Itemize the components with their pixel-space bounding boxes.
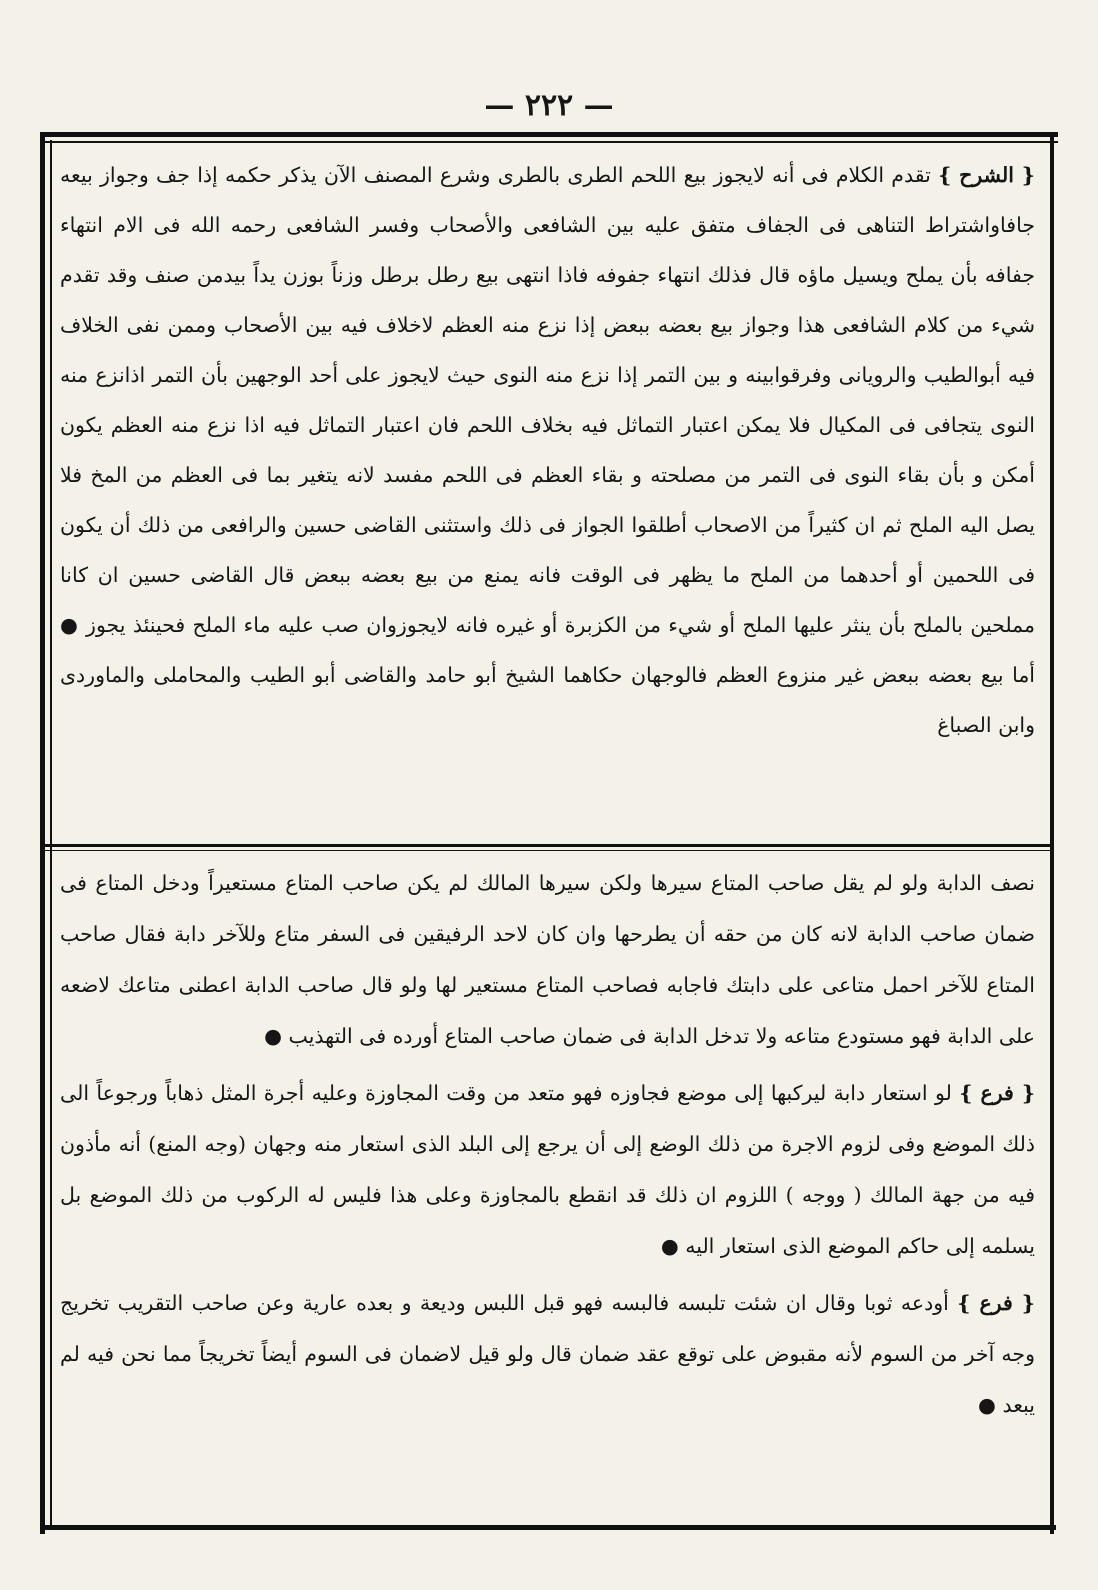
page-number: — ٢٢٢ — — [484, 88, 614, 123]
section-divider-thin — [44, 850, 1054, 851]
notes-intro-paragraph: نصف الدابة ولو لم يقل صاحب المتاع سيرها ولكن سيرها المالك لم يكن صاحب المتاع مستعيراً ودخل المتاع فى ضمان صاحب الدابة لانه كان من حقه أن يطرحها وان كان لاحد الرفيقين فى السفر متاع وللآخر دابة فقال صاحب المتاع للآخر احمل متاعى على دابتك فاجابه فصاحب المتاع مستعير لها ولو قال صاحب الدابة اعطنى متاعك لاضعه على الدابة فهو مستودع متاعه ولا تدخل الدابة فى ضمان صاحب المتاع أورده فى التهذيب ● — [60, 871, 1035, 1048]
notes-section — [60, 858, 1035, 1431]
branch-paragraph-2 — [60, 1278, 1035, 1431]
commentary-paragraph — [60, 150, 1035, 750]
commentary-text: تقدم الكلام فى أنه لايجوز بيع اللحم الطرى بالطرى وشرع المصنف الآن يذكر حكمه إذا جف وجواز بيعه جافاواشتراط التناهى فى الجفاف متفق عليه بين الشافعى والأصحاب وفسر الشافعى رحمه الله فى الام انتهاء جفافه بأن يملح ويسيل ماؤه قال فذلك انتهاء جفوفه فاذا انتهى بيع رطل برطل وزناً بوزن يداً بيدمن صنف وقد تقدم شيء من كلام الشافعى هذا وجواز بيع بعضه ببعض إذا نزع منه العظم لاخلاف فيه بين الأصحاب وممن نفى الخلاف فيه أبوالطيب والرويانى وفرقوابينه و بين التمر إذا نزع منه النوى حيث لايجوز على أحد الوجهين بأن التمر اذانزع منه النوى يتجافى فى المكيال فلا يمكن اعتبار التماثل فيه بخلاف اللحم فان اعتبار التماثل فيه اذا نزع منه العظم يكون أمكن و بأن بقاء النوى فى التمر من مصلحته و بقاء العظم فى اللحم مفسد لانه يتغير بما فى العظم من المخ فلا يصل اليه الملح ثم ان كثيراً من الاصحاب أطلقوا الجواز فى ذلك واستثنى القاضى حسين والرافعى من ذلك أن يكون فى اللحمين أو أحدهما من الملح ما يظهر فى الوقت فانه يمنع من بيع بعضه ببعض قال القاضى حسين ان كانا مملحين بالملح بأن ينثر عليها الملح أو شيء من الكزبرة أو غيره فانه لايجوزوان صب عليه ماء الملح فحينئذ يجوز ● أما بيع بعضه ببعض غير منزوع العظم فالوجهان حكاهما الشيخ أبو حامد والقاضى أبو الطيب والمحاملى والماوردى وابن الصباغ — [60, 163, 1035, 737]
frame-right-rule — [1050, 132, 1054, 1534]
commentary-label: { الشرح } — [938, 163, 1035, 187]
branch-text-2: أودعه ثوبا وقال ان شئت تلبسه فالبسه فهو قبل اللبس وديعة و بعده عارية وعن صاحب التقريب تخريج وجه آخر من السوم لأنه مقبوض على توقع عقد ضمان قال ولو قيل لاضمان فى السوم أيضاً تخريجاً مما نحن فيه لم يبعد ● — [60, 1291, 1035, 1417]
top-rule-thin — [44, 141, 1058, 143]
frame-left-rule-thin — [50, 140, 52, 1526]
branch-label-1: { فرع } — [959, 1081, 1035, 1105]
branch-label-2: { فرع } — [957, 1291, 1035, 1315]
branch-paragraph-1 — [60, 1068, 1035, 1272]
branch-text-1: لو استعار دابة ليركبها إلى موضع فجاوزه فهو متعد من وقت المجاوزة وعليه أجرة المثل ذهاباً ورجوعاً الى ذلك الموضع وفى لزوم الاجرة من ذلك الوضع إلى أن يرجع إلى البلد الذى استعار منه وجهان (وجه المنع) أنه مأذون فيه من جهة المالك ( ووجه ) اللزوم ان ذلك قد انقطع بالمجاوزة وعلى هذا فليس له الركوب من ذلك الموضع بل يسلمه إلى حاكم الموضع الذى استعار اليه ● — [60, 1081, 1035, 1258]
top-rule — [44, 132, 1058, 137]
section-divider — [44, 844, 1054, 847]
frame-left-rule — [40, 132, 45, 1534]
bottom-rule — [44, 1525, 1056, 1530]
commentary-section — [60, 150, 1035, 750]
